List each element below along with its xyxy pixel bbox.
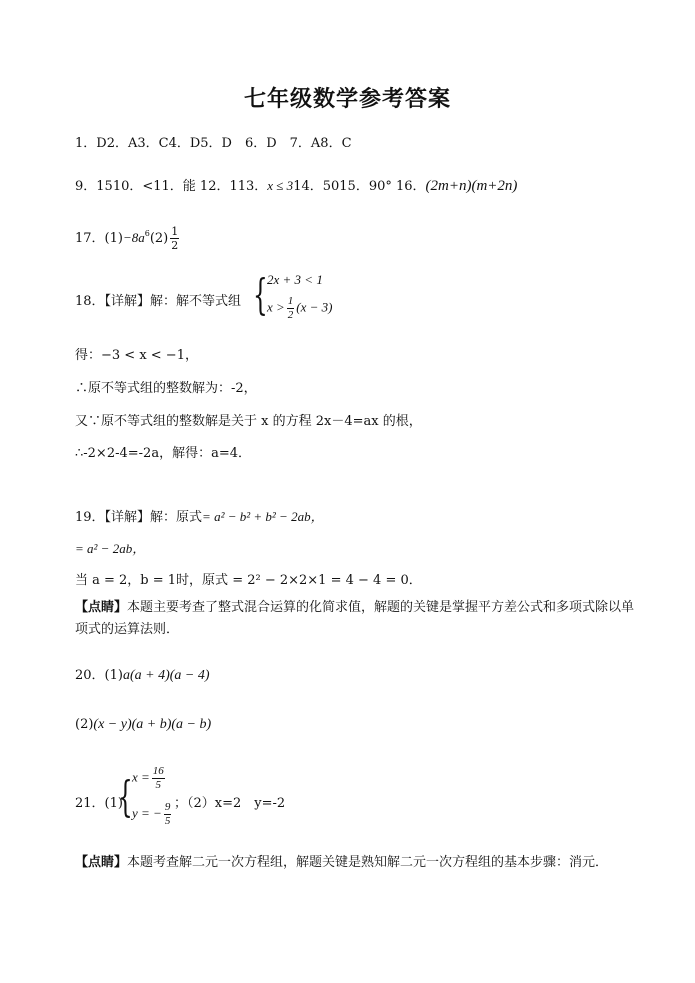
- q20-part2-label: (2): [75, 717, 94, 732]
- q18-line2: ∴原不等式组的整数解为：-2，: [75, 381, 257, 396]
- q18-row2-fraction: [287, 296, 295, 321]
- q21-brace: {: [118, 772, 133, 821]
- q18-line3: 又∵原不等式组的整数解是关于 x 的方程 2x－4=ax 的根，: [75, 414, 422, 429]
- q21-row2-num: 9: [164, 801, 171, 813]
- q18-label: 18．【详解】解：解不等式组: [75, 294, 242, 309]
- q18-inequality-system: [253, 268, 373, 328]
- factorization-answer: (2m+n)(m+2n): [425, 178, 518, 194]
- q18-row2-den: 2: [287, 309, 294, 321]
- q20-part1-label: 20．(1): [75, 668, 123, 683]
- q17-label: 17．(1): [75, 231, 123, 246]
- q19-expr2: = a² − 2ab，: [75, 541, 146, 556]
- q21-row2: [132, 802, 173, 827]
- q21-row2-den: 5: [164, 815, 171, 827]
- q19-note: [75, 597, 635, 641]
- answer-19: [75, 506, 324, 525]
- q18-result: 得：−3 < x < −1，: [75, 348, 198, 363]
- q19-line3: 当 a = 2，b = 1时，原式 = 2² − 2×2×1 = 4 − 4 = 0．: [75, 573, 422, 588]
- q18-row2: [267, 296, 333, 321]
- q17-part2-label: (2): [149, 231, 169, 246]
- q21-note-text: 本题考查解二元一次方程组，解题关键是熟知解二元一次方程组的基本步骤：消元．: [127, 855, 609, 870]
- q17-exponent: 6: [144, 229, 150, 238]
- q17-fraction: [170, 226, 179, 251]
- q21-row1-den: 5: [155, 779, 162, 791]
- answer-20-part1: [75, 664, 210, 684]
- answers-14-16-text: 14．5015．90° 16．: [293, 179, 426, 194]
- q19-expr1: = a² − b² + b² − 2ab，: [202, 509, 324, 524]
- inequality-answer: x ≤ 3: [267, 178, 294, 193]
- q21-note: [75, 852, 635, 874]
- q18-row2-pre: x >: [267, 299, 285, 315]
- q21-note-label: 【点睛】: [75, 855, 128, 870]
- page-title: 七年级数学参考答案: [243, 86, 451, 112]
- q18-row1: 2x + 3 < 1: [267, 272, 323, 287]
- q19-label: 19．【详解】解：原式: [75, 510, 203, 525]
- q21-part2: ；（2）x=2 y=-2: [174, 796, 286, 811]
- q21-row1-num: 16: [152, 765, 164, 777]
- q17-frac-den: 2: [171, 239, 179, 252]
- q21-row2-pre: y = −: [132, 805, 162, 821]
- q17-expr: −8a: [122, 230, 145, 245]
- answer-21-label: 21．(1): [75, 796, 123, 811]
- q21-row1: [132, 766, 167, 791]
- q18-line4: ∴-2×2-4=-2a，解得：a=4．: [75, 446, 251, 461]
- q21-row1-fraction: [152, 766, 165, 791]
- q20-part2-expr: (x − y)(a + b)(a − b): [93, 717, 212, 732]
- q18-brace: {: [253, 270, 268, 319]
- q19-note-text: 本题主要考查了整式混合运算的化简求值，解题的关键是掌握平方差公式和多项式除以单项式的运算法则．: [75, 600, 635, 637]
- answer-20-part2: [75, 717, 211, 733]
- q21-row2-fraction: [164, 802, 172, 827]
- q18-row2-num: 1: [287, 295, 294, 307]
- q18-row2-post: (x − 3): [296, 299, 333, 315]
- q20-part1-expr: a(a + 4)(a − 4): [122, 668, 210, 683]
- answer-18-heading: [75, 290, 241, 309]
- answers-1-8: 1．D2．A3．C4．D5．D 6．D 7．A8．C: [75, 136, 352, 151]
- q21-row1-pre: x =: [132, 769, 150, 785]
- answers-9-16: [75, 175, 517, 195]
- q17-frac-num: 1: [171, 225, 179, 238]
- q19-note-label: 【点睛】: [75, 600, 128, 615]
- answers-9-13-text: 9．1510．<11．能 12．113．: [75, 179, 268, 194]
- answer-17: [75, 226, 181, 251]
